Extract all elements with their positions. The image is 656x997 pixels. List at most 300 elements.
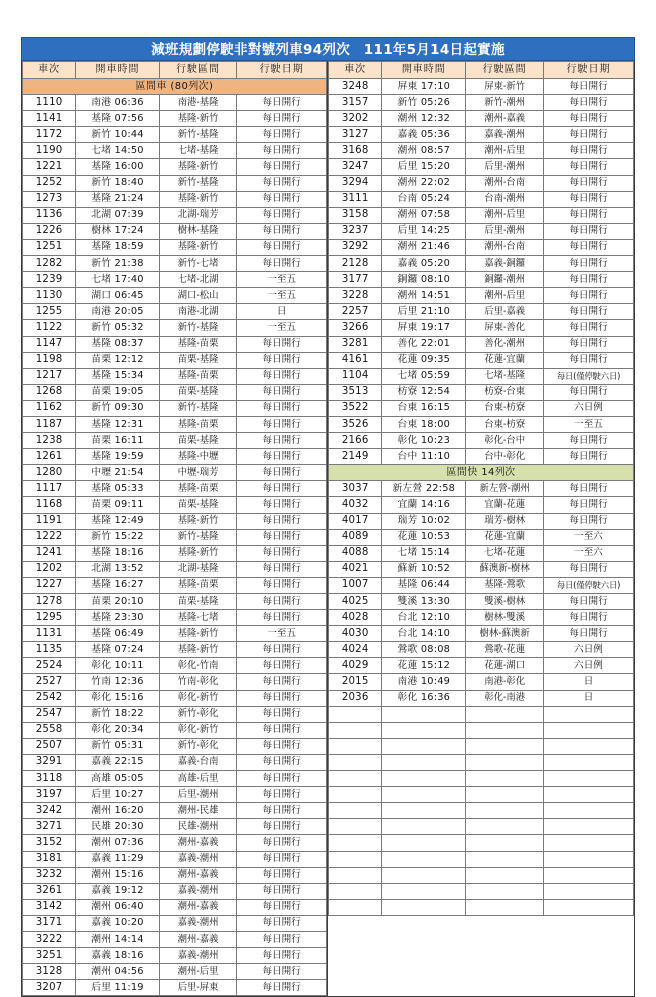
- cell-section: 后里-潮州: [466, 159, 544, 175]
- cell-train-no: 1117: [23, 481, 76, 497]
- cell-departure-time: 基隆 07:24: [76, 642, 160, 658]
- table-row: [329, 481, 634, 497]
- cell-operating-date: 每日開行: [237, 835, 327, 851]
- cell-train-no: 1172: [23, 127, 76, 143]
- cell-departure-time: 基隆 16:00: [76, 159, 160, 175]
- table-row-empty: [329, 738, 634, 754]
- cell-section: 台中-彰化: [466, 449, 544, 465]
- cell-section: 基隆-苗栗: [159, 368, 237, 384]
- cell-train-no: 3152: [23, 835, 76, 851]
- cell-empty: [466, 867, 544, 883]
- cell-operating-date: 每日開行: [237, 690, 327, 706]
- cell-section: 北湖-瑞芳: [159, 207, 237, 223]
- cell-section: 后里-嘉義: [466, 304, 544, 320]
- table-row: [329, 658, 634, 674]
- cell-section: 新竹-基隆: [159, 320, 237, 336]
- cell-departure-time: 嘉義 19:12: [76, 883, 160, 899]
- cell-train-no: 3526: [329, 416, 382, 432]
- cell-empty: [466, 722, 544, 738]
- cell-empty: [466, 819, 544, 835]
- table-row: [23, 336, 327, 352]
- cell-train-no: 4024: [329, 642, 382, 658]
- left-table-body: [23, 79, 327, 996]
- cell-empty: [544, 819, 634, 835]
- table-row: [23, 529, 327, 545]
- cell-section: 中壢-瑞芳: [159, 465, 237, 481]
- cell-section: 彰化-新竹: [159, 690, 237, 706]
- cell-empty: [329, 787, 382, 803]
- table-row: [23, 400, 327, 416]
- cell-empty: [329, 867, 382, 883]
- table-row: [23, 481, 327, 497]
- table-row: [23, 706, 327, 722]
- cell-train-no: 1255: [23, 304, 76, 320]
- cell-section: 花蓮-宜蘭: [466, 352, 544, 368]
- cell-section: 潮州-后里: [466, 288, 544, 304]
- table-row: [23, 304, 327, 320]
- cell-operating-date: 每日開行: [237, 95, 327, 111]
- cell-departure-time: 宜蘭 14:16: [382, 497, 466, 513]
- table-row: [23, 239, 327, 255]
- table-row: [329, 594, 634, 610]
- cell-operating-date: 每日開行: [544, 626, 634, 642]
- table-row: [329, 207, 634, 223]
- cell-operating-date: 每日開行: [237, 239, 327, 255]
- cell-train-no: 1122: [23, 320, 76, 336]
- cell-train-no: 1110: [23, 95, 76, 111]
- cell-departure-time: 基隆 06:49: [76, 626, 160, 642]
- cell-section: 嘉義-潮州: [466, 127, 544, 143]
- cell-train-no: 3142: [23, 899, 76, 915]
- table-row: [329, 416, 634, 432]
- cell-section: 新竹-基隆: [159, 529, 237, 545]
- table-row: [329, 610, 634, 626]
- cell-train-no: 3261: [23, 883, 76, 899]
- cell-train-no: 3158: [329, 207, 382, 223]
- cell-departure-time: 苗栗 12:12: [76, 352, 160, 368]
- cell-train-no: 2036: [329, 690, 382, 706]
- table-row: [329, 95, 634, 111]
- cell-operating-date: 每日開行: [544, 433, 634, 449]
- table-row: [23, 320, 327, 336]
- cell-section: 屏東-善化: [466, 320, 544, 336]
- table-row: [23, 642, 327, 658]
- cell-section: 苗栗-基隆: [159, 594, 237, 610]
- cell-operating-date: 一至六: [544, 545, 634, 561]
- cell-section: 南港-北湖: [159, 304, 237, 320]
- table-row: [329, 642, 634, 658]
- cell-empty: [382, 851, 466, 867]
- table-row-empty: [329, 835, 634, 851]
- table-row: [23, 899, 327, 915]
- cell-train-no: 4030: [329, 626, 382, 642]
- cell-operating-date: 每日開行: [544, 175, 634, 191]
- cell-empty: [466, 835, 544, 851]
- cell-section: 潮州-嘉義: [159, 867, 237, 883]
- cell-train-no: 1168: [23, 497, 76, 513]
- cell-departure-time: 嘉義 10:20: [76, 915, 160, 931]
- cell-operating-date: 每日開行: [237, 948, 327, 964]
- cell-departure-time: 屏東 19:17: [382, 320, 466, 336]
- schedule-poster: [21, 37, 635, 997]
- table-row: [23, 95, 327, 111]
- cell-section: 七堵-基隆: [466, 368, 544, 384]
- cell-departure-time: 潮州 12:32: [382, 111, 466, 127]
- cell-operating-date: 每日開行: [237, 787, 327, 803]
- cell-departure-time: 台北 12:10: [382, 610, 466, 626]
- cell-operating-date: 每日開行: [544, 79, 634, 95]
- cell-operating-date: 每日開行: [237, 207, 327, 223]
- cell-section: 花蓮-宜蘭: [466, 529, 544, 545]
- cell-empty: [382, 771, 466, 787]
- cell-operating-date: 每日開行: [544, 610, 634, 626]
- cell-operating-date: 每日開行: [237, 513, 327, 529]
- cell-train-no: 1187: [23, 416, 76, 432]
- cell-section: 高雄-后里: [159, 771, 237, 787]
- cell-section: 枋寮-台東: [466, 384, 544, 400]
- cell-operating-date: 每日開行: [544, 256, 634, 272]
- table-row: [23, 143, 327, 159]
- cell-operating-date: 每日開行: [544, 159, 634, 175]
- cell-operating-date: 六日例: [544, 400, 634, 416]
- cell-empty: [329, 851, 382, 867]
- cell-empty: [329, 706, 382, 722]
- cell-departure-time: 嘉義 18:16: [76, 948, 160, 964]
- cell-train-no: 3266: [329, 320, 382, 336]
- cell-operating-date: 每日開行: [544, 207, 634, 223]
- cell-train-no: 3271: [23, 819, 76, 835]
- cell-section: 基隆-鶯歌: [466, 577, 544, 593]
- cell-section: 七堵-基隆: [159, 143, 237, 159]
- cell-train-no: 3222: [23, 931, 76, 947]
- cell-departure-time: 后里 11:19: [76, 980, 160, 996]
- cell-train-no: 1221: [23, 159, 76, 175]
- cell-empty: [329, 819, 382, 835]
- table-row-empty: [329, 787, 634, 803]
- cell-departure-time: 竹南 12:36: [76, 674, 160, 690]
- cell-departure-time: 潮州 21:46: [382, 239, 466, 255]
- cell-empty: [382, 722, 466, 738]
- table-row: [23, 787, 327, 803]
- cell-operating-date: 每日開行: [237, 497, 327, 513]
- cell-section: 嘉義-潮州: [159, 883, 237, 899]
- cell-empty: [466, 771, 544, 787]
- cell-section: 潮州-后里: [466, 207, 544, 223]
- cell-section: 新竹-彰化: [159, 706, 237, 722]
- cell-departure-time: 苗栗 16:11: [76, 433, 160, 449]
- cell-train-no: 2527: [23, 674, 76, 690]
- column-header-section: 行駛區間: [159, 62, 237, 79]
- cell-train-no: 3111: [329, 191, 382, 207]
- cell-operating-date: 每日開行: [237, 111, 327, 127]
- cell-section: 台東-枋寮: [466, 400, 544, 416]
- table-row: [23, 127, 327, 143]
- cell-section: 后里-屏東: [159, 980, 237, 996]
- cell-departure-time: 新竹 18:22: [76, 706, 160, 722]
- table-row-empty: [329, 867, 634, 883]
- cell-operating-date: 每日開行: [237, 545, 327, 561]
- right-table-panel: [328, 61, 634, 996]
- cell-departure-time: 瑞芳 10:02: [382, 513, 466, 529]
- cell-section: 潮州-嘉義: [159, 899, 237, 915]
- cell-section: 基隆-苗栗: [159, 481, 237, 497]
- cell-train-no: 4161: [329, 352, 382, 368]
- cell-operating-date: 每日開行: [237, 416, 327, 432]
- cell-section: 花蓮-湖口: [466, 658, 544, 674]
- cell-operating-date: 每日開行: [544, 239, 634, 255]
- cell-empty: [466, 803, 544, 819]
- right-schedule-table: [328, 61, 634, 916]
- cell-train-no: 1190: [23, 143, 76, 159]
- cell-section: 潮州-台南: [466, 239, 544, 255]
- cell-departure-time: 銅鑼 08:10: [382, 272, 466, 288]
- cell-operating-date: 日: [237, 304, 327, 320]
- cell-operating-date: 每日開行: [544, 127, 634, 143]
- table-row: [329, 272, 634, 288]
- cell-section: 潮州-嘉義: [159, 835, 237, 851]
- cell-operating-date: 每日開行: [237, 883, 327, 899]
- cell-section: 苗栗-基隆: [159, 384, 237, 400]
- cell-train-no: 4017: [329, 513, 382, 529]
- cell-empty: [544, 899, 634, 915]
- cell-operating-date: 六日例: [544, 642, 634, 658]
- cell-operating-date: 每日開行: [544, 143, 634, 159]
- table-row-empty: [329, 851, 634, 867]
- cell-section: 新竹-潮州: [466, 95, 544, 111]
- cell-train-no: 1217: [23, 368, 76, 384]
- cell-section: 七堵-北湖: [159, 272, 237, 288]
- cell-train-no: 1135: [23, 642, 76, 658]
- cell-train-no: 1141: [23, 111, 76, 127]
- cell-departure-time: 基隆 19:59: [76, 449, 160, 465]
- cell-train-no: 3251: [23, 948, 76, 964]
- table-row-empty: [329, 722, 634, 738]
- cell-train-no: 3237: [329, 223, 382, 239]
- cell-train-no: 3248: [329, 79, 382, 95]
- cell-train-no: 1278: [23, 594, 76, 610]
- cell-operating-date: 每日開行: [544, 513, 634, 529]
- cell-section: 嘉義-潮州: [159, 915, 237, 931]
- cell-train-no: 4088: [329, 545, 382, 561]
- cell-train-no: 1130: [23, 288, 76, 304]
- cell-departure-time: 七堵 05:59: [382, 368, 466, 384]
- cell-section: 新左營-潮州: [466, 481, 544, 497]
- cell-section: 基隆-中壢: [159, 449, 237, 465]
- cell-departure-time: 基隆 15:34: [76, 368, 160, 384]
- table-row: [329, 175, 634, 191]
- table-row: [23, 915, 327, 931]
- table-row: [23, 610, 327, 626]
- table-row: [23, 851, 327, 867]
- cell-departure-time: 新竹 15:22: [76, 529, 160, 545]
- cell-train-no: 4089: [329, 529, 382, 545]
- cell-section: 基隆-苗栗: [159, 416, 237, 432]
- cell-operating-date: 每日開行: [237, 368, 327, 384]
- cell-operating-date: 每日開行: [237, 706, 327, 722]
- cell-section: 潮州-台南: [466, 175, 544, 191]
- cell-train-no: 2015: [329, 674, 382, 690]
- cell-section: 基隆-新竹: [159, 159, 237, 175]
- cell-section: 后里-潮州: [466, 223, 544, 239]
- cell-departure-time: 基隆 05:33: [76, 481, 160, 497]
- cell-departure-time: 南港 20:05: [76, 304, 160, 320]
- cell-operating-date: 每日開行: [237, 336, 327, 352]
- cell-empty: [544, 867, 634, 883]
- cell-section: 潮州-后里: [466, 143, 544, 159]
- table-row: [329, 626, 634, 642]
- cell-section: 瑞芳-樹林: [466, 513, 544, 529]
- table-row: [23, 690, 327, 706]
- cell-section: 彰化-台中: [466, 433, 544, 449]
- cell-operating-date: 每日開行: [237, 610, 327, 626]
- cell-empty: [329, 722, 382, 738]
- cell-empty: [544, 835, 634, 851]
- cell-section: 苗栗-基隆: [159, 497, 237, 513]
- cell-operating-date: 每日開行: [237, 256, 327, 272]
- cell-departure-time: 枋寮 12:54: [382, 384, 466, 400]
- table-row: [23, 577, 327, 593]
- table-row: [329, 529, 634, 545]
- cell-departure-time: 潮州 16:20: [76, 803, 160, 819]
- table-row: [23, 931, 327, 947]
- table-row: [329, 449, 634, 465]
- cell-section: 新竹-基隆: [159, 127, 237, 143]
- cell-operating-date: 每日開行: [237, 754, 327, 770]
- table-row: [329, 497, 634, 513]
- cell-operating-date: 一至五: [237, 272, 327, 288]
- cell-operating-date: 每日開行: [544, 561, 634, 577]
- cell-empty: [544, 851, 634, 867]
- cell-section: 新竹-彰化: [159, 738, 237, 754]
- cell-section: 潮州-嘉義: [466, 111, 544, 127]
- cell-train-no: 2542: [23, 690, 76, 706]
- cell-departure-time: 后里 10:27: [76, 787, 160, 803]
- cell-section: 台東-枋寮: [466, 416, 544, 432]
- cell-departure-time: 苗栗 09:11: [76, 497, 160, 513]
- table-row: [329, 320, 634, 336]
- table-row: [23, 352, 327, 368]
- cell-departure-time: 樹林 17:24: [76, 223, 160, 239]
- cell-train-no: 1251: [23, 239, 76, 255]
- table-row: [23, 561, 327, 577]
- cell-departure-time: 基隆 12:49: [76, 513, 160, 529]
- table-row: [23, 272, 327, 288]
- cell-train-no: 2524: [23, 658, 76, 674]
- cell-operating-date: 每日開行: [237, 819, 327, 835]
- cell-departure-time: 北湖 13:52: [76, 561, 160, 577]
- table-row: [329, 239, 634, 255]
- cell-empty: [466, 787, 544, 803]
- cell-empty: [382, 867, 466, 883]
- cell-train-no: 1226: [23, 223, 76, 239]
- table-row: [23, 207, 327, 223]
- cell-section: 基隆-新竹: [159, 545, 237, 561]
- table-row: [23, 626, 327, 642]
- cell-section: 蘇澳新-樹林: [466, 561, 544, 577]
- cell-departure-time: 潮州 06:40: [76, 899, 160, 915]
- cell-departure-time: 新竹 10:44: [76, 127, 160, 143]
- cell-train-no: 1222: [23, 529, 76, 545]
- column-header-section: 行駛區間: [466, 62, 544, 79]
- cell-operating-date: 每日開行: [544, 191, 634, 207]
- cell-operating-date: 每日開行: [237, 384, 327, 400]
- table-row: [23, 545, 327, 561]
- cell-section: 樹林-雙溪: [466, 610, 544, 626]
- cell-departure-time: 中壢 21:54: [76, 465, 160, 481]
- table-row: [23, 738, 327, 754]
- cell-section: 基隆-新竹: [159, 642, 237, 658]
- cell-operating-date: 每日開行: [544, 111, 634, 127]
- cell-departure-time: 基隆 18:16: [76, 545, 160, 561]
- table-row: [329, 400, 634, 416]
- cell-section: 七堵-花蓮: [466, 545, 544, 561]
- column-header-departure-time: 開車時間: [76, 62, 160, 79]
- cell-departure-time: 潮州 15:16: [76, 867, 160, 883]
- cell-operating-date: 一至五: [237, 626, 327, 642]
- cell-empty: [382, 803, 466, 819]
- table-row: [23, 175, 327, 191]
- cell-operating-date: 每日開行: [237, 577, 327, 593]
- cell-section: 潮州-民雄: [159, 803, 237, 819]
- cell-departure-time: 雙溪 13:30: [382, 594, 466, 610]
- cell-train-no: 1202: [23, 561, 76, 577]
- table-row: [329, 545, 634, 561]
- cell-departure-time: 新竹 21:38: [76, 256, 160, 272]
- cell-empty: [382, 899, 466, 915]
- cell-operating-date: 每日開行: [237, 159, 327, 175]
- cell-departure-time: 台北 14:10: [382, 626, 466, 642]
- cell-operating-date: 一至五: [237, 320, 327, 336]
- cell-departure-time: 潮州 07:36: [76, 835, 160, 851]
- cell-operating-date: 日: [544, 690, 634, 706]
- cell-empty: [544, 722, 634, 738]
- cell-train-no: 4028: [329, 610, 382, 626]
- cell-departure-time: 新竹 05:26: [382, 95, 466, 111]
- section-band-label: 區間車 (80列次): [23, 79, 327, 95]
- table-row: [23, 288, 327, 304]
- cell-departure-time: 基隆 21:24: [76, 191, 160, 207]
- cell-section: 苗栗-基隆: [159, 352, 237, 368]
- cell-train-no: 1162: [23, 400, 76, 416]
- cell-operating-date: 每日開行: [544, 95, 634, 111]
- cell-departure-time: 苗栗 19:05: [76, 384, 160, 400]
- table-row: [329, 336, 634, 352]
- cell-departure-time: 潮州 07:58: [382, 207, 466, 223]
- cell-departure-time: 潮州 22:02: [382, 175, 466, 191]
- cell-departure-time: 高雄 05:05: [76, 771, 160, 787]
- cell-section: 雙溪-樹林: [466, 594, 544, 610]
- cell-departure-time: 新竹 05:31: [76, 738, 160, 754]
- cell-departure-time: 彰化 10:11: [76, 658, 160, 674]
- cell-operating-date: 每日開行: [237, 964, 327, 980]
- cell-departure-time: 新竹 05:32: [76, 320, 160, 336]
- cell-operating-date: 每日開行: [237, 449, 327, 465]
- cell-train-no: 1191: [23, 513, 76, 529]
- cell-train-no: 1136: [23, 207, 76, 223]
- cell-train-no: 3202: [329, 111, 382, 127]
- cell-empty: [329, 899, 382, 915]
- cell-departure-time: 七堵 17:40: [76, 272, 160, 288]
- table-row-empty: [329, 771, 634, 787]
- cell-train-no: 3177: [329, 272, 382, 288]
- left-table-panel: [22, 61, 328, 996]
- cell-operating-date: 每日開行: [237, 803, 327, 819]
- cell-section: 竹南-彰化: [159, 674, 237, 690]
- table-row: [23, 771, 327, 787]
- table-row: [329, 690, 634, 706]
- table-row: [329, 513, 634, 529]
- cell-train-no: 2166: [329, 433, 382, 449]
